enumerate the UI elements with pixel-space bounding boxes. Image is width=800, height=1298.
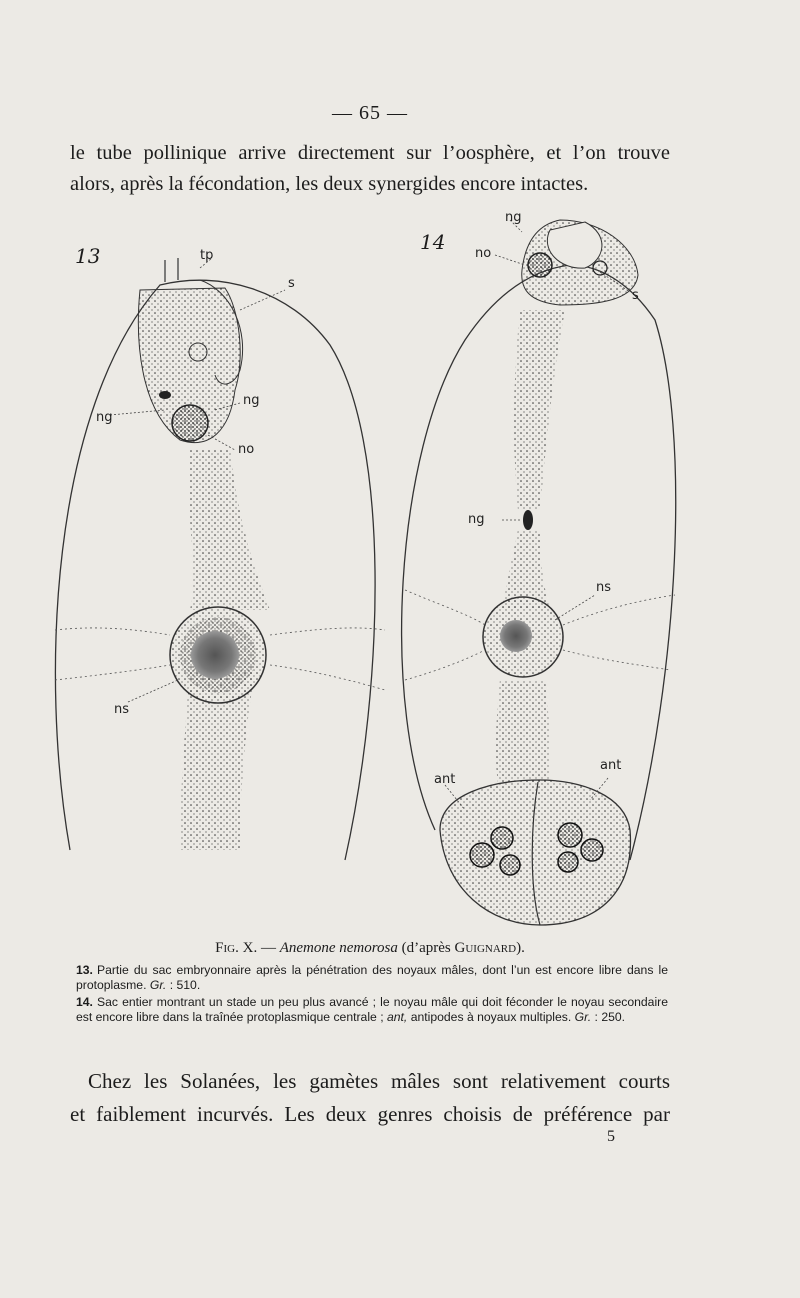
label-s-14: s	[632, 288, 639, 303]
label-s-13: s	[288, 276, 295, 291]
caption-source-prefix: (d’après	[401, 940, 451, 956]
bottom-paragraph-line-2: et faiblement incurvés. Les deux genres choisis de préférence par	[70, 1102, 670, 1126]
page-number: — 65 —	[332, 102, 408, 124]
caption-source-suffix: ).	[516, 940, 525, 956]
botanical-figure	[40, 210, 690, 935]
caption-item-13-gr-value: : 510.	[169, 978, 201, 992]
caption-fig-label: Fig. X. —	[215, 940, 276, 956]
caption-item-14-ant: ant,	[386, 1010, 408, 1024]
caption-item-13-number: 13.	[76, 963, 93, 977]
label-tp: tp	[200, 248, 214, 263]
figure-caption-title	[0, 940, 740, 957]
caption-item-14-gr: Gr.	[574, 1010, 592, 1024]
figure-14-number: 14	[420, 230, 446, 254]
top-paragraph-line-1: le tube pollinique arrive directement sur l’oosphère, et l’on trouve	[70, 142, 670, 164]
top-paragraph	[70, 138, 670, 200]
bottom-paragraph	[70, 1065, 670, 1131]
caption-author: Guignard	[454, 940, 517, 956]
label-ns-13: ns	[114, 702, 130, 717]
figure-13-drawing	[55, 258, 385, 860]
label-ng-13-left: ng	[96, 410, 113, 425]
label-ns-14: ns	[596, 580, 612, 595]
caption-item-14-gr-value: : 250.	[594, 1010, 626, 1024]
caption-species: Anemone nemorosa	[279, 940, 398, 956]
figure-drawing	[40, 210, 690, 935]
label-no-13: no	[238, 442, 255, 457]
label-ant-14-right: ant	[600, 758, 622, 773]
label-no-14: no	[475, 246, 492, 261]
caption-item-14-text: Sac entier montrant un stade un peu plus avancé ; le noyau mâle qui doit féconder le noyau secondaire est encore libre dans la traînée protoplasmique centrale ;	[76, 995, 668, 1024]
figure-13-number: 13	[75, 244, 101, 268]
figure-14-drawing	[402, 220, 676, 925]
caption-item-14-ant-text: antipodes à noyaux multiples.	[410, 1010, 572, 1024]
caption-item-14	[76, 995, 668, 1025]
label-ng-14-top: ng	[505, 210, 522, 225]
caption-item-14-number: 14.	[76, 995, 93, 1009]
label-ant-14-left: ant	[434, 772, 456, 787]
caption-item-13	[76, 963, 668, 993]
caption-item-13-gr: Gr.	[149, 978, 167, 992]
signature-mark: 5	[607, 1128, 615, 1145]
caption-item-13-text: Partie du sac embryonnaire après la pénétration des noyaux mâles, dont l’un est encore libre dans le protoplasme.	[76, 963, 668, 992]
bottom-paragraph-line-1: Chez les Solanées, les gamètes mâles sont relativement courts	[88, 1069, 670, 1093]
label-ng-13-right: ng	[243, 393, 260, 408]
label-ng-14-mid: ng	[468, 512, 485, 527]
top-paragraph-line-2: alors, après la fécondation, les deux synergides encore intactes.	[70, 173, 589, 195]
